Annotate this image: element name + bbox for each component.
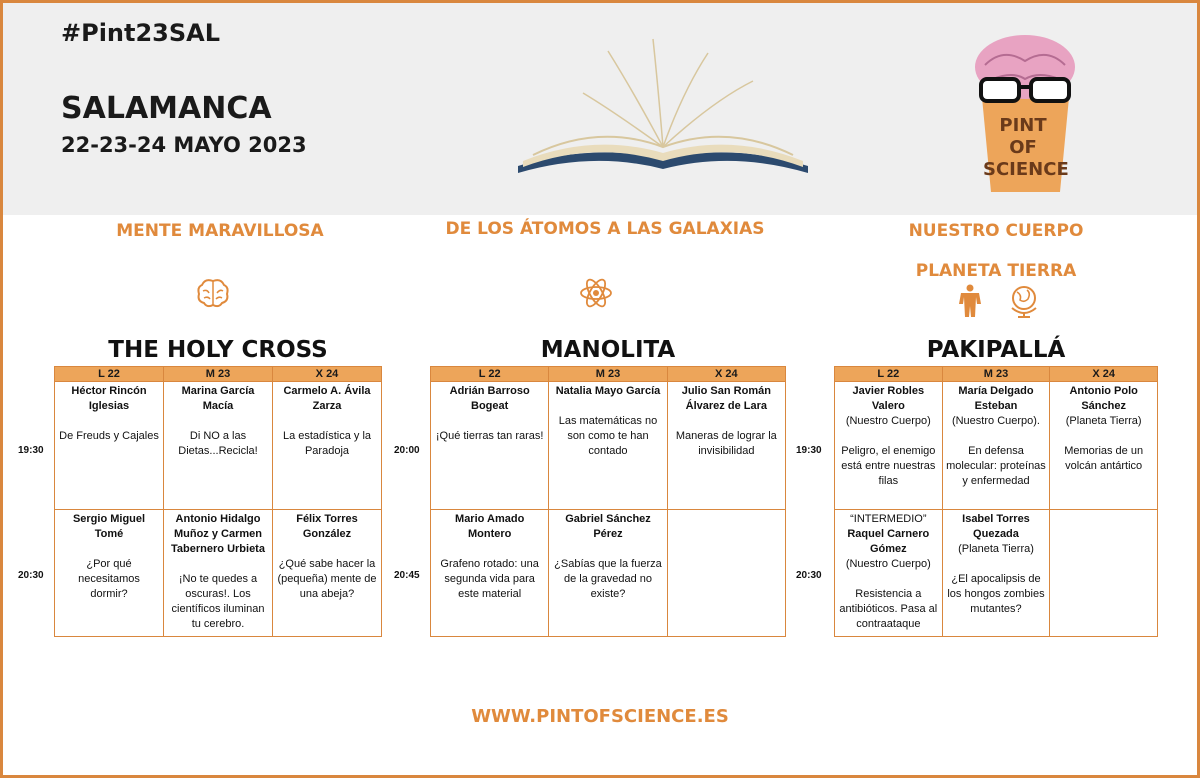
talk-title: La estadística y la Paradoja bbox=[282, 430, 372, 457]
talk-title: ¿Por qué necesitamos dormir? bbox=[78, 558, 140, 600]
speaker-name: Marina García Macía bbox=[181, 385, 255, 412]
website-link[interactable]: WWW.PINTOFSCIENCE.ES bbox=[471, 706, 729, 727]
talk-cell bbox=[549, 510, 667, 637]
hashtag: #Pint23SAL bbox=[61, 19, 221, 47]
speaker-name: Héctor Rincón Iglesias bbox=[71, 385, 147, 412]
time-label: 19:30 bbox=[18, 445, 44, 456]
talk-cell bbox=[1050, 382, 1158, 510]
schedule-table-3 bbox=[834, 366, 1158, 637]
logo-line-2: SCIENCE bbox=[983, 159, 1069, 180]
talk-cell bbox=[431, 510, 549, 637]
speaker-name: Gabriel Sánchez Pérez bbox=[565, 513, 651, 540]
empty-cell bbox=[1050, 510, 1158, 637]
talk-cell bbox=[835, 382, 943, 510]
venue-title-2: MANOLITA bbox=[540, 337, 676, 363]
speaker-name: Antonio Hidalgo Muñoz y Carmen Tabernero Urbieta bbox=[171, 513, 265, 555]
talk-title: ¡Qué tierras tan raras! bbox=[435, 430, 544, 442]
day-header: X 24 bbox=[273, 367, 382, 382]
city-title: SALAMANCA bbox=[61, 91, 272, 126]
time-label: 20:30 bbox=[18, 570, 44, 581]
speaker-name: Natalia Mayo García bbox=[555, 385, 661, 397]
intermission-label: “INTERMEDIO” bbox=[850, 513, 927, 525]
day-header: L 22 bbox=[431, 367, 549, 382]
time-label: 19:30 bbox=[796, 445, 822, 456]
schedule-table-1 bbox=[54, 366, 382, 637]
brain-icon bbox=[196, 277, 230, 309]
speaker-name: Mario Amado Montero bbox=[455, 513, 525, 540]
talk-title: Maneras de lograr la invisibilidad bbox=[675, 430, 777, 457]
talk-cell bbox=[164, 382, 273, 510]
time-label: 20:30 bbox=[796, 570, 822, 581]
table-header-row bbox=[835, 367, 1158, 382]
speaker-name: Sergio Miguel Tomé bbox=[72, 513, 146, 540]
venue-title-3: PAKIPALLÁ bbox=[926, 337, 1066, 363]
open-book-illustration bbox=[513, 31, 813, 181]
body-icon bbox=[956, 284, 984, 318]
speaker-name: Isabel Torres Quezada bbox=[962, 513, 1030, 540]
category-mente: MENTE MARAVILLOSA bbox=[116, 221, 324, 241]
talk-title: En defensa molecular: proteínas y enfermedad bbox=[946, 445, 1046, 487]
category-note: (Nuestro Cuerpo) bbox=[845, 558, 931, 570]
table-row bbox=[55, 382, 382, 510]
talk-title: ¿Sabías que la fuerza de la gravedad no existe? bbox=[554, 558, 662, 600]
globe-icon bbox=[1008, 284, 1040, 318]
table-row bbox=[835, 510, 1158, 637]
talk-cell bbox=[667, 382, 785, 510]
talk-title: Las matemáticas no son como te han contado bbox=[558, 415, 658, 457]
speaker-name: Antonio Polo Sánchez bbox=[1069, 385, 1138, 412]
talk-cell bbox=[164, 510, 273, 637]
talk-cell bbox=[273, 382, 382, 510]
logo-line-1: PINT OF bbox=[999, 115, 1047, 158]
speaker-name: Félix Torres González bbox=[296, 513, 358, 540]
talk-title: De Freuds y Cajales bbox=[59, 430, 159, 442]
speaker-name: Julio San Román Álvarez de Lara bbox=[681, 385, 771, 412]
day-header: L 22 bbox=[835, 367, 943, 382]
empty-cell bbox=[667, 510, 785, 637]
speaker-name: Raquel Carnero Gómez bbox=[847, 528, 930, 555]
venue-title-1: THE HOLY CROSS bbox=[108, 337, 328, 363]
table-header-row bbox=[55, 367, 382, 382]
table-row bbox=[431, 510, 786, 637]
speaker-name: Adrián Barroso Bogeat bbox=[449, 385, 530, 412]
day-header: L 22 bbox=[55, 367, 164, 382]
category-note: (Planeta Tierra) bbox=[958, 543, 1034, 555]
table-row bbox=[431, 382, 786, 510]
talk-cell bbox=[55, 510, 164, 637]
talk-title: Peligro, el enemigo está entre nuestras filas bbox=[841, 445, 936, 487]
category-atomos: DE LOS ÁTOMOS A LAS GALAXIAS bbox=[445, 219, 765, 239]
talk-title: Resistencia a antibióticos. Pasa al contraataque bbox=[839, 588, 938, 630]
category-note: (Planeta Tierra) bbox=[1065, 415, 1142, 427]
talk-title: Grafeno rotado: una segunda vida para este material bbox=[440, 558, 539, 600]
talk-title: ¿El apocalipsis de los hongos zombies mutantes? bbox=[947, 573, 1045, 615]
talk-title: Memorias de un volcán antártico bbox=[1064, 445, 1144, 472]
header-banner bbox=[3, 3, 1197, 215]
talk-cell bbox=[431, 382, 549, 510]
table-row bbox=[835, 382, 1158, 510]
talk-cell bbox=[835, 510, 943, 637]
table-header-row bbox=[431, 367, 786, 382]
category-planeta: PLANETA TIERRA bbox=[915, 261, 1077, 281]
talk-cell bbox=[942, 382, 1050, 510]
atom-icon bbox=[579, 276, 613, 310]
day-header: M 23 bbox=[942, 367, 1050, 382]
day-header: M 23 bbox=[164, 367, 273, 382]
category-cuerpo: NUESTRO CUERPO bbox=[908, 221, 1084, 241]
time-label: 20:00 bbox=[394, 445, 420, 456]
talk-title: ¡No te quedes a oscuras!. Los científicos iluminan tu cerebro. bbox=[171, 573, 265, 630]
speaker-name: Javier Robles Valero bbox=[852, 385, 925, 412]
logo-text bbox=[983, 115, 1069, 181]
talk-title: Di NO a las Dietas...Recicla! bbox=[178, 430, 258, 457]
category-note: (Nuestro Cuerpo). bbox=[951, 415, 1040, 427]
talk-title: ¿Qué sabe hacer la (pequeña) mente de una abeja? bbox=[277, 558, 377, 600]
talk-cell bbox=[55, 382, 164, 510]
talk-cell bbox=[942, 510, 1050, 637]
day-header: M 23 bbox=[549, 367, 667, 382]
speaker-name: Carmelo A. Ávila Zarza bbox=[283, 385, 371, 412]
day-header: X 24 bbox=[667, 367, 785, 382]
category-note: (Nuestro Cuerpo) bbox=[845, 415, 931, 427]
schedule-table-2 bbox=[430, 366, 786, 637]
table-row bbox=[55, 510, 382, 637]
talk-cell bbox=[549, 382, 667, 510]
event-dates: 22-23-24 MAYO 2023 bbox=[61, 133, 307, 157]
talk-cell bbox=[273, 510, 382, 637]
speaker-name: María Delgado Esteban bbox=[958, 385, 1034, 412]
time-label: 20:45 bbox=[394, 570, 420, 581]
day-header: X 24 bbox=[1050, 367, 1158, 382]
